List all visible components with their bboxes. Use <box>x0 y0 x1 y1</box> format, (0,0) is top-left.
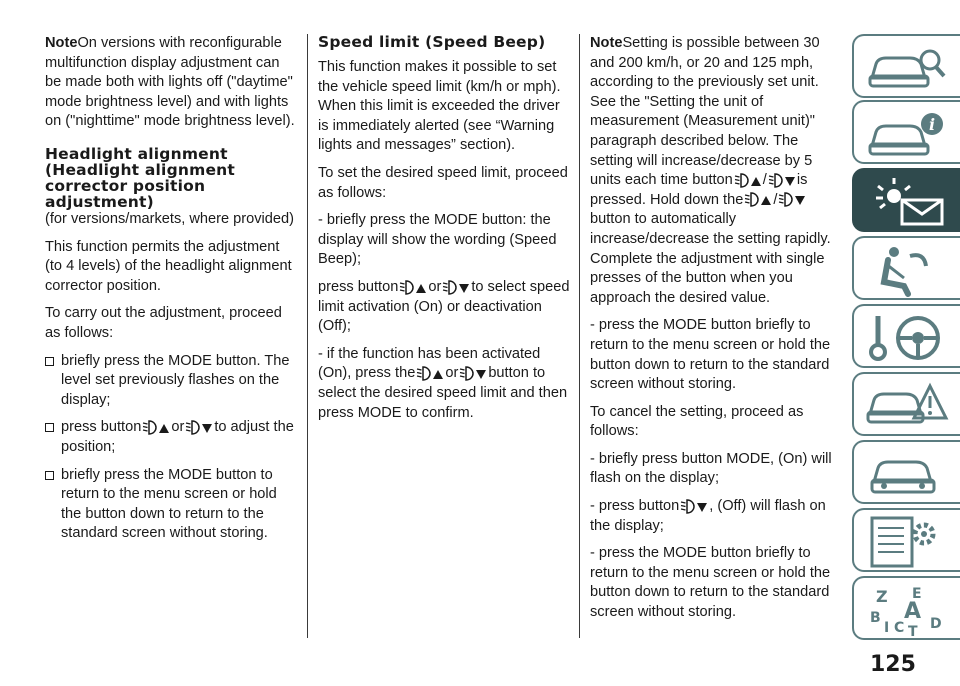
index-letters-icon <box>864 582 954 638</box>
tab-index[interactable] <box>852 576 960 640</box>
headlight-down-button-icon <box>459 365 487 382</box>
headlight-down-button-icon <box>778 191 806 208</box>
paragraph <box>318 278 570 337</box>
headlight-up-button-icon <box>744 191 772 208</box>
headlight-up-button-icon <box>142 419 170 436</box>
paragraph-text: press button <box>318 278 399 295</box>
svg-text:B: B <box>870 610 881 626</box>
list-item-text: press button <box>61 419 142 436</box>
paragraph: - press the MODE button briefly to return to the menu screen or hold the button down to return to the standard screen without storing. <box>590 545 831 621</box>
svg-text:A: A <box>904 599 922 624</box>
paragraph-text: or <box>445 365 459 382</box>
checkbox-bullet-icon <box>45 423 54 432</box>
column-1 <box>45 34 297 552</box>
paragraph-text: button to automatically increase/decrease the setting rapidly. Complete the adjustment with single presses of the button when you approach the desired value. <box>590 211 831 306</box>
tab-safety[interactable] <box>852 236 960 300</box>
tab-car-search[interactable] <box>852 34 960 98</box>
headlight-down-button-icon <box>768 172 796 189</box>
intro-paragraph-2: To carry out the adjustment, proceed as follows: <box>45 305 282 341</box>
column-divider-right <box>579 34 580 638</box>
paragraph: To cancel the setting, proceed as follows: <box>590 403 804 440</box>
paragraph: To set the desired speed limit, proceed as follows: <box>318 164 568 201</box>
svg-text:I: I <box>884 620 890 636</box>
list-item-text: to adjust the position; <box>61 419 294 455</box>
list-item-text: briefly press the MODE button to return to the menu screen or hold the button down to return to the standard screen without storing. <box>61 466 277 542</box>
paragraph: - briefly press button MODE, (On) will flash on the display; <box>590 450 832 487</box>
list-item-text: briefly press the MODE button. The level set previously flashes on the display; <box>61 352 290 408</box>
paragraph: - press the MODE button briefly to return to the menu screen or hold the button down to return to the standard screen without storing. <box>590 317 831 393</box>
headlight-up-button-icon <box>399 279 427 296</box>
paragraph: - briefly press the MODE button: the display will show the wording (Speed Beep); <box>318 212 557 268</box>
note-paragraph <box>590 34 842 308</box>
section-heading-headlight-alignment: Headlight alignment (Headlight alignment corrector position adjustment) <box>45 144 236 211</box>
svg-text:i: i <box>928 115 936 134</box>
paragraph-text: is pressed. Hold down the <box>590 172 808 208</box>
headlight-up-button-icon <box>734 172 762 189</box>
svg-text:Z: Z <box>876 587 888 606</box>
heading-subnote: (for versions/markets, where provided) <box>45 210 294 227</box>
note-label: Note <box>45 35 78 51</box>
paragraph <box>590 497 842 536</box>
note-paragraph <box>45 34 297 132</box>
tab-car-info[interactable] <box>852 100 960 164</box>
svg-text:C: C <box>894 620 905 636</box>
paragraph-text: / <box>762 172 767 189</box>
paragraph-text: to select speed limit activation (On) or deactivation (Off); <box>318 278 570 335</box>
note-label: Note <box>590 35 623 51</box>
intro-paragraph: This function permits the adjustment (to 4 levels) of the headlight alignment corrector position. <box>45 238 292 294</box>
paragraph-text: - if the function has been activated (On), press the <box>318 345 541 382</box>
page-number: 125 <box>870 652 916 677</box>
checkbox-bullet-icon <box>45 471 54 480</box>
column-divider-left <box>307 34 308 638</box>
tab-maintenance[interactable] <box>852 440 960 504</box>
paragraph-text: or <box>428 278 442 295</box>
warning-light-message-icon <box>864 174 954 230</box>
column-3 <box>590 34 842 631</box>
tab-starting-driving[interactable] <box>852 304 960 368</box>
car-info-icon <box>864 106 954 162</box>
list-item <box>45 352 297 411</box>
car-service-icon <box>864 446 954 502</box>
tab-technical-data[interactable] <box>852 508 960 572</box>
note-text: On versions with reconfigurable multifunction display adjustment can be made both with lights off ("daytime" mode brightness level) and with lights on ("nighttime" mode brightness level). <box>45 35 295 130</box>
checkbox-bullet-icon <box>45 357 54 366</box>
steering-key-icon <box>864 310 954 366</box>
tab-emergency[interactable] <box>852 372 960 436</box>
svg-text:D: D <box>930 616 942 632</box>
document-gear-icon <box>864 514 954 570</box>
headlight-down-button-icon <box>185 419 213 436</box>
tab-warning-lights[interactable] <box>852 168 960 232</box>
seat-airbag-icon <box>864 242 954 298</box>
list-item-text: or <box>171 419 185 436</box>
paragraph-text: button to select the desired speed limit and then press MODE to confirm. <box>318 365 568 421</box>
paragraph-text: Setting is possible between 30 and 200 km/h, or 20 and 125 mph, according to the previously set unit. See the "Setting the unit of measurement (Measurement unit)" paragraph described below. The setting will increase/decrease by 5 units each time button <box>590 35 820 189</box>
car-search-icon <box>864 40 954 96</box>
svg-text:E: E <box>912 586 922 602</box>
svg-text:T: T <box>908 624 918 638</box>
headlight-up-button-icon <box>416 365 444 382</box>
headlight-down-button-icon <box>680 498 708 515</box>
step-list <box>45 352 297 544</box>
paragraph-text: , (Off) will flash on the display; <box>590 498 826 534</box>
paragraph-text: - press button <box>590 498 680 515</box>
paragraph-text: / <box>773 191 778 208</box>
column-2 <box>318 34 570 431</box>
paragraph <box>318 345 570 423</box>
car-breakdown-icon <box>864 378 954 434</box>
headlight-down-button-icon <box>442 279 470 296</box>
paragraph: This function makes it possible to set the vehicle speed limit (km/h or mph). When this limit is exceeded the driver is immediately alerted (see “Warning lights and messages” section). <box>318 59 561 154</box>
list-item <box>45 418 297 457</box>
section-heading-speed-limit: Speed limit (Speed Beep) <box>318 33 546 51</box>
list-item <box>45 466 297 544</box>
